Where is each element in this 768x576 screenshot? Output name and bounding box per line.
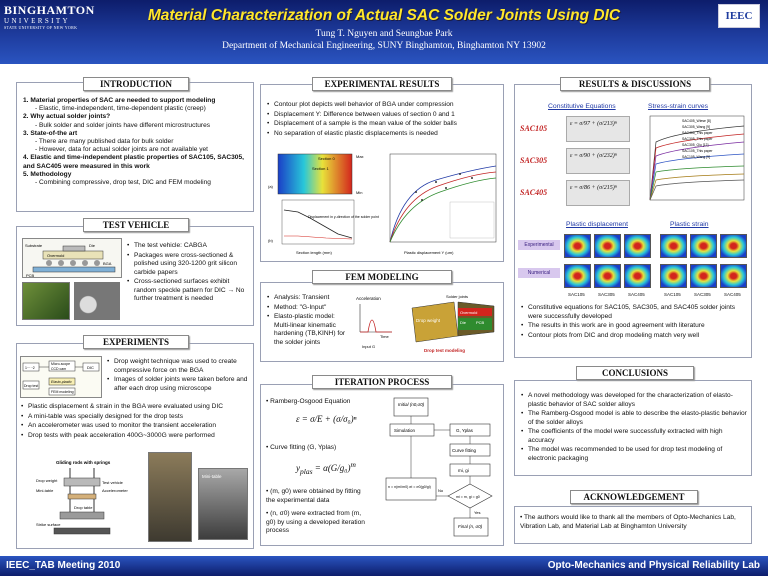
iteration-bullet-3: • (m, g0) were obtained by fitting the experimental data xyxy=(266,488,361,504)
package-diagram xyxy=(22,238,122,278)
introduction-heading: INTRODUCTION xyxy=(83,77,189,91)
footer-meeting: IEEC_TAB Meeting 2010 xyxy=(6,560,121,571)
alloy-name: SAC405 xyxy=(520,188,548,197)
apparatus-strike: Strike surface xyxy=(36,522,61,527)
constitutive-title: Constitutive Equations xyxy=(548,103,616,110)
label-pcb: PCB xyxy=(26,273,35,278)
fem-weight: Drop weight xyxy=(416,318,441,323)
experiments-bullet-bottom-1: • Plastic displacement & strain in the BGA were evaluated using DIC xyxy=(20,403,252,412)
introduction-box xyxy=(16,82,254,212)
alloy-eq-plus: + (σ/ xyxy=(590,121,604,127)
intro-subitem-3-2: - However, data for actual solder joints are not available yet xyxy=(35,146,208,154)
legend-entry-5: SAC305_Qiu [12] xyxy=(682,143,709,147)
fig-max: Max xyxy=(356,154,364,159)
test-vehicle-bullet-3: • Cross-sectioned surfaces exhibit random speckle pattern for DIC → No further treatment is needed xyxy=(126,278,250,304)
apparatus-minitable-label: Mini-table xyxy=(202,474,222,479)
fig-a-xlabel: Section length (mm) xyxy=(296,250,332,255)
flow-initial: Initial (n0,σ0) xyxy=(398,402,425,407)
contour-map-r1-c1 xyxy=(564,234,591,258)
apparatus-photo-1 xyxy=(148,452,192,542)
fem-solder: Solder joints xyxy=(446,294,469,299)
test-vehicle-bullet-2: • Packages were cross-sectioned & polished using 320-1200 grit silicon carbide papers xyxy=(126,252,250,278)
contour-map-r1-c5 xyxy=(690,234,717,258)
experiments-bullet-bottom-3: • An accelerometer was used to monitor the transient acceleration xyxy=(20,422,252,431)
iteration-heading: ITERATION PROCESS xyxy=(312,375,452,389)
legend-entry-2: SAC305_Wang [9] xyxy=(682,125,710,129)
intro-item-num: 5. xyxy=(23,170,31,178)
apparatus-droptable: Drop table xyxy=(74,505,93,510)
flow-curve: Curve fitting xyxy=(452,448,477,453)
intro-item-4 xyxy=(23,154,247,170)
intro-subitem-5-1: - Combining compressive, drop test, DIC and FEM modeling xyxy=(35,179,211,187)
alloy-row-sac405 xyxy=(520,180,632,208)
fig-b-tag: (b) xyxy=(268,238,273,243)
numerical-label: Numerical xyxy=(518,268,560,278)
intro-item-3 xyxy=(23,130,247,138)
experiments-bullet-bottom-2: • A mini-table was specially designed for the drop tests xyxy=(20,413,252,422)
test-vehicle-bullet-1: • The test vehicle: CABGA xyxy=(126,242,250,251)
contour-map-r1-c6 xyxy=(720,234,747,258)
alloy-name: SAC305 xyxy=(520,156,548,165)
intro-item-text: Methodology xyxy=(30,170,72,178)
fem-bullet-1: • Analysis: Transient xyxy=(266,294,352,303)
map-xlabel-2-2: SAC305 xyxy=(694,292,711,297)
fem-bullet-2: • Method: "G-Input" xyxy=(266,304,352,313)
experiments-bullet-bottom-4: • Drop tests with peak acceleration 400G~3000G were performed xyxy=(20,432,252,441)
legend-entry-6: SAC105_This paper xyxy=(682,149,713,153)
footer-bar xyxy=(0,556,768,576)
fem-heading: FEM MODELING xyxy=(312,270,452,284)
logo-line3: STATE UNIVERSITY OF NEW YORK xyxy=(4,25,78,30)
experiments-bullets-bottom xyxy=(20,403,252,441)
contour-map-xlabels xyxy=(564,292,750,300)
fig-caption: Displacement in y-direction of the solder point xyxy=(308,215,379,219)
experimental-results-bullets xyxy=(266,101,502,139)
intro-item-text: Elastic and time-independent plastic properties of SAC105, SAC305, and SAC405 were measured in this work xyxy=(23,154,244,170)
label-substrate: Substrate xyxy=(25,243,43,248)
flow-no: No xyxy=(438,488,444,493)
experiments-bullet-right-2: • Images of solder joints were taken before and after each drop using microscope xyxy=(106,376,252,393)
ramberg-osgood-equation: ε = σ/E + (σ/σ₀)ⁿ xyxy=(296,414,357,424)
flow-update: n = n(mi/m0) σi = σ0(g0/gi) xyxy=(388,485,431,489)
iteration-bullet-4: • (n, σ0) were extracted from (m, g0) by using a developed iteration process xyxy=(266,510,365,534)
label-overmold: Overmold xyxy=(47,253,65,258)
iteration-bullet-1-text: Ramberg-Osgood Equation xyxy=(270,398,351,405)
acknowledgement-text: • The authors would like to thank all the members of Opto-Mechanics Lab, Vibration Lab, and Material Lab at Binghamton University xyxy=(520,514,736,530)
conclusions-heading: CONCLUSIONS xyxy=(576,366,694,380)
experiments-bullets-right xyxy=(106,358,252,394)
apparatus-accel: Accelerometer xyxy=(102,488,128,493)
map-xlabel-2-1: SAC105 xyxy=(664,292,681,297)
apparatus-title: Gliding rods with springs xyxy=(56,460,111,465)
plastic-strain-title: Plastic strain xyxy=(670,221,709,228)
flow-mg: mi, gi xyxy=(458,468,469,473)
alloy-eq-E: 97 xyxy=(584,121,591,127)
poster-department: Department of Mechanical Engineering, SUNY Binghamton, Binghamton NY 13902 xyxy=(222,41,546,51)
fem-caption: Drop test modeling xyxy=(424,348,466,353)
fem-diagram xyxy=(354,292,502,358)
acknowledgement-heading: ACKNOWLEDGEMENT xyxy=(570,490,698,504)
cross-section-photo xyxy=(74,282,120,320)
acceleration-chart xyxy=(376,150,500,258)
fig-a-tag: (a) xyxy=(268,184,273,189)
flow-yes: Yes xyxy=(474,510,481,515)
apparatus-vehicle: Test vehicle xyxy=(102,480,123,485)
displacement-figure-svg xyxy=(268,150,379,258)
alloy-eq-suffix: )ⁿ xyxy=(612,153,617,159)
test-vehicle-bullets xyxy=(126,242,250,305)
conclusions-bullet-2: • The Ramberg-Osgood model is able to describe the elasto-plastic behavior of the solder alloys xyxy=(520,410,748,427)
intro-item-1 xyxy=(23,97,247,105)
experimental-results-bullet-3: • Displacement of a sample is the mean value of the solder balls xyxy=(266,120,502,129)
fem-accel: Acceleration xyxy=(356,296,381,301)
stress-strain-chart xyxy=(636,112,748,216)
intro-item-num: 2. xyxy=(23,113,31,121)
intro-subitem-3-1: - There are many published data for bulk solder xyxy=(35,138,174,146)
results-bullet-1: • Constitutive equations for SAC105, SAC305, and SAC405 solder joints were successfully developed xyxy=(520,304,748,321)
intro-item-text: Material properties of SAC are needed to support modeling xyxy=(30,97,216,104)
experimental-results-bullet-4: • No separation of elastic plastic displacements is needed xyxy=(266,130,502,139)
ieec-logo: IEEC xyxy=(718,4,760,28)
iteration-bullet-3-text: (m, g0) were obtained by fitting the experimental data xyxy=(266,488,361,504)
alloy-eq-s0: 213 xyxy=(603,121,613,127)
board-photo xyxy=(22,282,70,320)
contour-map-grid xyxy=(564,232,750,292)
intro-item-5 xyxy=(23,171,247,179)
intro-item-num: 1. xyxy=(23,97,31,104)
flow-simulation: Simulation xyxy=(394,428,416,433)
intro-subitem-2-1: - Bulk solder and solder joints have different microstructures xyxy=(35,121,211,129)
alloy-eq-suffix: )ⁿ xyxy=(612,121,617,127)
intro-item-text: State-of-the art xyxy=(30,129,78,137)
alloy-eq-E: 86 xyxy=(584,185,591,191)
logo-line2: UNIVERSITY xyxy=(4,17,70,25)
acceleration-chart-svg xyxy=(376,150,500,258)
chart-xlabel: Plastic displacement Y (um) xyxy=(404,250,454,255)
apparatus-mini: Mini-table xyxy=(36,488,54,493)
fem-diagram-svg xyxy=(354,292,502,358)
test-vehicle-heading: TEST VEHICLE xyxy=(83,218,189,232)
iteration-flowchart xyxy=(376,394,500,544)
alloy-eq-prefix: ε = σ/ xyxy=(570,153,585,159)
intro-subitem-1-1: - Elastic, time-independent, time-dependent plastic (creep) xyxy=(35,105,206,113)
poster-authors: Tung T. Nguyen and Seungbae Park xyxy=(315,29,453,39)
label-bga: BGA xyxy=(103,261,112,266)
legend-entry-3: SAC405_This paper xyxy=(682,131,713,135)
experiment-flow-svg xyxy=(21,357,103,399)
introduction-list xyxy=(17,83,253,187)
alloy-equation xyxy=(566,180,630,206)
plastic-displacement-title: Plastic displacement xyxy=(566,221,628,228)
contour-map-r2-c5 xyxy=(690,264,717,288)
drop-apparatus-diagram xyxy=(34,456,134,542)
flow-check: mi = m, gi = g0 xyxy=(456,495,480,499)
drop-apparatus-svg xyxy=(34,456,134,542)
contour-map-r1-c3 xyxy=(624,234,651,258)
package-schematic-svg xyxy=(23,239,123,279)
flow-dic: DIC xyxy=(87,365,94,370)
alloy-row-sac305 xyxy=(520,148,632,176)
displacement-figure xyxy=(268,150,379,258)
flow-ccd: CCD cam xyxy=(51,367,67,371)
contour-map-r2-c2 xyxy=(594,264,621,288)
stress-strain-svg xyxy=(636,112,748,216)
flow-gy: G, Yplas xyxy=(456,428,473,433)
contour-map-r2-c1 xyxy=(564,264,591,288)
alloy-eq-plus: + (σ/ xyxy=(590,153,604,159)
alloy-eq-s0: 215 xyxy=(603,185,613,191)
flow-micro: Micro-scope xyxy=(51,362,71,366)
footer-lab: Opto-Mechanics and Physical Reliability Lab xyxy=(547,560,760,571)
experiments-bullet-right-1: • Drop weight technique was used to create compressive force on the BGA xyxy=(106,358,252,375)
alloy-eq-E: 90 xyxy=(584,153,591,159)
intro-item-num: 4. xyxy=(23,154,31,162)
iteration-bullet-2-text: Curve fitting (G, Yplas) xyxy=(270,444,337,451)
contour-map-r1-c2 xyxy=(594,234,621,258)
legend-entry-7: SAC105_Wang [9] xyxy=(682,155,710,159)
contour-map-r1-c4 xyxy=(660,234,687,258)
fem-die: Die xyxy=(460,320,467,325)
iteration-bullet-2: • Curve fitting (G, Yplas) xyxy=(266,444,337,451)
results-heading: RESULTS & DISCUSSIONS xyxy=(560,77,710,91)
flow-elasto: Elasto-plastic xyxy=(51,380,72,384)
apparatus-weight: Drop weight xyxy=(36,478,58,483)
legend-entry-1: SAC405_Wiese [8] xyxy=(682,119,711,123)
fig-sec0: Section 0 xyxy=(318,156,335,161)
flow-node-1: 1·····2 xyxy=(25,366,35,370)
conclusions-bullet-3: • The coefficients of the model were successfully extracted with high accuracy xyxy=(520,428,748,445)
map-xlabel-1-2: SAC305 xyxy=(598,292,615,297)
contour-map-r2-c6 xyxy=(720,264,747,288)
fig-min: Min xyxy=(356,190,363,195)
alloy-equation xyxy=(566,116,630,142)
contour-map-r2-c4 xyxy=(660,264,687,288)
fig-sec1: Section 1 xyxy=(312,166,329,171)
iteration-bullet-1: • Ramberg-Osgood Equation xyxy=(266,398,351,405)
results-bullet-3: • Contour plots from DIC and drop modeling match very well xyxy=(520,332,748,341)
alloy-equation xyxy=(566,148,630,174)
poster-title: Material Characterization of Actual SAC Solder Joints Using DIC xyxy=(147,7,621,24)
experiments-heading: EXPERIMENTS xyxy=(83,335,189,349)
flow-fem: FEM modeling xyxy=(51,390,74,394)
flow-final: Final (n, σ0) xyxy=(458,524,483,529)
legend-entry-4: SAC305_This paper xyxy=(682,137,713,141)
experimental-results-bullet-1: • Contour plot depicts well behavior of BGA under compression xyxy=(266,101,502,110)
fem-bullet-3: • Elasto-plastic model: Multi-linear kinematic hardening (TB,KINH) for the solder joints xyxy=(266,313,352,347)
fem-bullets xyxy=(266,294,352,348)
intro-item-num: 3. xyxy=(23,129,31,137)
experimental-results-heading: EXPERIMENTAL RESULTS xyxy=(312,77,452,91)
map-xlabel-2-3: SAC405 xyxy=(724,292,741,297)
conclusions-bullet-4: • The model was recommended to be used for drop test modeling of electronic packaging xyxy=(520,446,748,463)
intro-item-2 xyxy=(23,113,247,121)
fem-overmold: Overmold xyxy=(460,310,478,315)
conclusions-bullet-1: • A novel methodology was developed for the characterization of elasto-plastic behavior of SAC solder alloys xyxy=(520,392,748,409)
contour-map-r2-c3 xyxy=(624,264,651,288)
acknowledgement-text-body: The authors would like to thank all the members of Opto-Mechanics Lab, Vibration Lab, and Material Lab at Binghamton University xyxy=(520,514,736,530)
curve-fit-equation: $y_{plas} = \alpha(G/g_0)^m$ xyxy=(296,460,356,476)
experimental-results-bullet-2: • Displacement Y: Difference between values of section 0 and 1 xyxy=(266,111,502,120)
stress-strain-title: Stress-strain curves xyxy=(648,103,709,110)
flow-drop: Drop test xyxy=(24,384,39,388)
fem-time: Time xyxy=(380,334,389,339)
experimental-label: Experimental xyxy=(518,240,560,250)
conclusions-bullets xyxy=(520,392,748,464)
alloy-eq-plus: + (σ/ xyxy=(590,185,604,191)
map-xlabel-1-1: SAC105 xyxy=(568,292,585,297)
header-banner xyxy=(0,0,768,64)
intro-item-text: Why actual solder joints? xyxy=(30,113,111,121)
alloy-eq-suffix: )ⁿ xyxy=(612,185,617,191)
iteration-flowchart-svg xyxy=(376,394,500,544)
alloy-eq-prefix: ε = σ/ xyxy=(570,121,585,127)
fem-pcb: PCB xyxy=(476,320,485,325)
iteration-bullet-4-text: (n, σ0) were extracted from (m, g0) by using a developed iteration process xyxy=(266,510,365,534)
logo-line1: BINGHAMTON xyxy=(4,3,95,17)
alloy-row-sac105 xyxy=(520,116,632,144)
fem-input: Input G xyxy=(362,344,376,349)
experiment-flow-diagram xyxy=(20,356,102,398)
alloy-name: SAC105 xyxy=(520,124,548,133)
map-xlabel-1-3: SAC405 xyxy=(628,292,645,297)
alloy-equation-list xyxy=(520,116,632,212)
label-die: Die xyxy=(89,243,96,248)
alloy-eq-prefix: ε = σ/ xyxy=(570,185,585,191)
results-bullet-2: • The results in this work are in good agreement with literature xyxy=(520,322,748,331)
results-bullets xyxy=(520,304,748,341)
alloy-eq-s0: 232 xyxy=(603,153,613,159)
